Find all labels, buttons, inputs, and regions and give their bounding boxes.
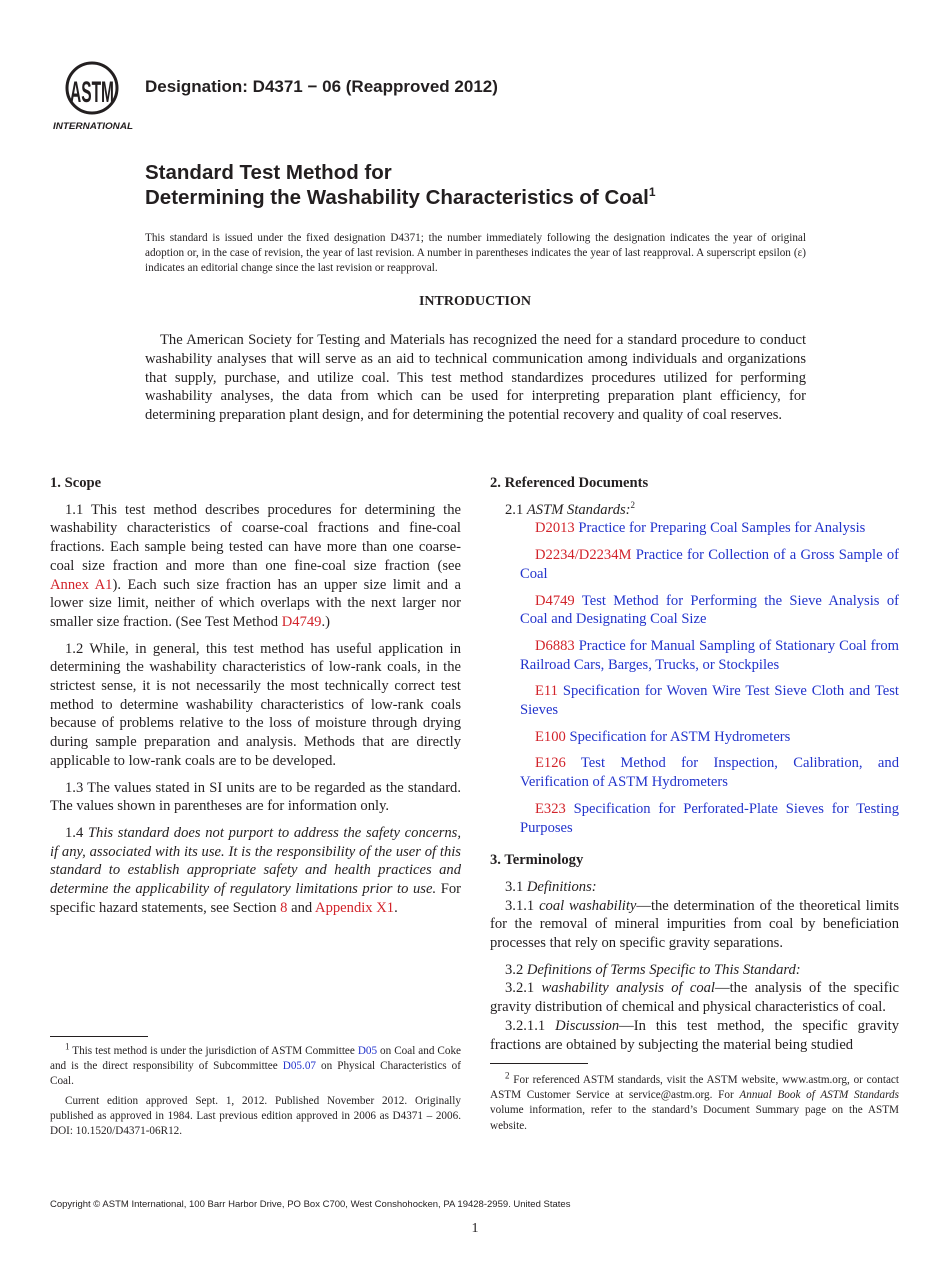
text-run: and: [287, 899, 316, 916]
text-run: coal washability: [539, 897, 637, 914]
paragraph-3-1: [490, 878, 899, 897]
document-link[interactable]: 8: [280, 899, 288, 916]
title-footnote-mark: 1: [648, 185, 656, 200]
reference-item: [490, 800, 899, 837]
document-link[interactable]: E126: [535, 755, 566, 772]
title-line-2: Determining the Washability Characteristics of Coal: [145, 186, 649, 209]
text-run: Definitions:: [526, 878, 597, 895]
text-run: This test method is under the jurisdiction of ASTM Committee: [69, 1045, 358, 1057]
text-run: 3.1.1: [505, 897, 540, 914]
page-number: 1: [471, 1221, 479, 1236]
text-run: 3.2: [505, 961, 527, 978]
document-link[interactable]: Specification for ASTM Hydrometers: [565, 728, 791, 745]
paragraph-3-2-1-1: [490, 1017, 899, 1054]
referenced-documents-heading: 2. Referenced Documents: [490, 475, 649, 491]
text-run: This standard does not purport to address the safety concerns, if any, associated with its use. It is the responsibility of the user of this standard to establish appropriate safety and health practices and determine the applicability of regulatory limitations prior to use.: [50, 824, 461, 898]
text-run: washability analysis of coal: [541, 980, 715, 997]
footnote-rule: [50, 1036, 148, 1037]
text-run: For specific hazard statements, see Section: [50, 881, 461, 916]
text-run: .: [394, 899, 398, 916]
text-run: .): [321, 613, 330, 630]
paragraph-1-4: [50, 824, 461, 918]
text-run: Annual Book of ASTM Standards: [739, 1089, 899, 1102]
text-run: ). Each such size fraction has an upper size limit and a lower size limit, neither of which overlaps with the next larger nor smaller size fraction. (See Test Method: [50, 576, 461, 630]
astm-standards-label: [490, 501, 899, 520]
text-run: Current edition approved Sept. 1, 2012. Published November 2012. Originally published as approved in 1984. Last previous edition approved in 2006 as D4371 – 2006. DOI: 10.1520/D4371-06R12.: [50, 1094, 461, 1138]
introduction-text: The American Society for Testing and Materials has recognized the need for a standard procedure to conduct washability analyses that will serve as an aid to technical communication among individuals and organizations that supply, purchase, and utilize coal. This test method standardizes procedures utilized for performing washability analyses, the data from which can be used for interpreting preparation plant efficiency, for determining preparation plant design, and for determining the potential recovery and quality of coal reserves.: [145, 332, 806, 424]
svg-text:INTERNATIONAL: INTERNATIONAL: [53, 121, 134, 132]
text-run: on Coal and Coke and is the direct responsibility of Subcommittee: [50, 1045, 462, 1073]
footnote-mark: 1: [65, 1041, 70, 1052]
document-link[interactable]: D2013: [535, 520, 575, 537]
reference-item: [490, 728, 899, 747]
document-link[interactable]: D4749: [281, 613, 322, 630]
text-run: volume information, refer to the standard’s Document Summary page on the ASTM website.: [490, 1104, 899, 1132]
right-column: [490, 474, 899, 1062]
document-link[interactable]: E11: [535, 683, 558, 700]
terminology-heading: 3. Terminology: [490, 852, 584, 869]
text-run: —the determination of the theoretical limits for the removal of mineral impurities from coal by beneficiation processes that rely on specific gravity separations.: [490, 897, 899, 952]
document-link[interactable]: Specification for Perforated-Plate Sieves for Testing Purposes: [520, 800, 899, 836]
reference-item: [490, 592, 899, 629]
paragraph-1-1: [50, 501, 461, 632]
text-run: —the analysis of the specific gravity distribution of chemical and physical characteristics of coal.: [490, 980, 899, 1016]
paragraph-1-2: [50, 640, 461, 771]
document-link[interactable]: D2234/D2234M: [535, 547, 632, 564]
reference-item: [490, 754, 899, 791]
footnote-1-edition: [50, 1094, 461, 1140]
footnote-rule: [490, 1063, 588, 1064]
text-run: 2.1: [505, 501, 527, 518]
document-link[interactable]: Annex A1: [50, 576, 113, 593]
document-link[interactable]: Practice for Collection of a Gross Sample of Coal: [520, 547, 899, 582]
document-link[interactable]: Practice for Preparing Coal Samples for Analysis: [574, 520, 866, 537]
reference-item: [490, 637, 899, 674]
copyright: Copyright © ASTM International, 100 Barr Harbor Drive, PO Box C700, West Conshohocken, PA 19428-2959. United States: [50, 1199, 571, 1210]
text-run: 1.3 The values stated in SI units are to be regarded as the standard. The values shown in parentheses are for information only.: [50, 779, 461, 815]
document-link[interactable]: E100: [535, 728, 566, 745]
designation: Designation: D4371 − 06 (Reapproved 2012): [145, 77, 498, 96]
introduction-heading: INTRODUCTION: [418, 294, 531, 309]
document-link[interactable]: E323: [535, 800, 566, 817]
reference-item: [490, 519, 899, 538]
text-run: 3.1: [505, 878, 527, 895]
left-column: [50, 474, 461, 925]
text-run: Discussion: [555, 1017, 620, 1034]
footnote-mark: 2: [630, 499, 636, 510]
boilerplate-notice: This standard is issued under the fixed designation D4371; the number immediately following the designation indicates the year of original adoption or, in the case of revision, the year of last revision. A number in parentheses indicates the year of last reapproval. A superscript epsilon (ε) indicates an editorial change since the last revision or reapproval.: [145, 232, 806, 274]
text-run: 3.2.1.1: [505, 1017, 556, 1034]
footnote-1: [50, 1041, 462, 1143]
reference-list: [490, 519, 899, 837]
document-link[interactable]: Test Method for Inspection, Calibration, and Verification of ASTM Hydrometers: [520, 755, 899, 791]
document-link[interactable]: Appendix X1: [315, 899, 395, 916]
text-run: 3.2.1: [505, 980, 542, 997]
text-run: ASTM Standards:: [526, 501, 631, 518]
svg-text:ASTM: ASTM: [70, 76, 114, 109]
footnote-2: [490, 1070, 899, 1138]
scope-heading: 1. Scope: [50, 475, 102, 491]
document-link[interactable]: D4749: [535, 592, 575, 609]
text-run: 1.1 This test method describes procedures for determining the washability characteristics of coarse-coal fractions and fine-coal fractions. Each sample being tested can have more than one coarse-coal size fraction and more than one fine-coal size fraction (see: [50, 501, 461, 574]
document-link[interactable]: Practice for Manual Sampling of Stationary Coal from Railroad Cars, Barges, Trucks, or Stockpiles: [520, 637, 899, 673]
paragraph-3-2: [490, 961, 899, 980]
paragraph-3-1-1: [490, 897, 899, 953]
document-link[interactable]: D05: [357, 1045, 378, 1057]
text-run: For referenced ASTM standards, visit the ASTM website, www.astm.org, or contact ASTM Customer Service at service@astm.org. For: [490, 1074, 899, 1102]
reference-item: [490, 682, 899, 719]
reference-item: [490, 546, 899, 583]
paragraph-3-2-1: [490, 979, 899, 1016]
paragraph-1-3: [50, 779, 461, 816]
text-run: —In this test method, the specific gravity fractions are obtained by subjecting the material being studied: [490, 1017, 899, 1053]
title-line-1: Standard Test Method for: [145, 161, 392, 184]
text-run: 1.4: [65, 824, 88, 841]
footnote-2-text: [490, 1070, 899, 1134]
footnote-1-text: [50, 1041, 462, 1090]
text-run: on Physical Characteristics of Coal.: [50, 1060, 461, 1088]
document-link[interactable]: Test Method for Performing the Sieve Analysis of Coal and Designating Coal Size: [520, 592, 899, 628]
text-run: Definitions of Terms Specific to This Standard:: [526, 961, 801, 978]
astm-logo: [52, 60, 134, 132]
document-title: [145, 160, 656, 210]
document-link[interactable]: Specification for Woven Wire Test Sieve Cloth and Test Sieves: [520, 683, 899, 719]
footnote-mark: 2: [505, 1070, 510, 1081]
document-link[interactable]: D6883: [535, 637, 575, 654]
text-run: 1.2 While, in general, this test method has useful application in determining the washability characteristics of low-rank coals, in the strictest sense, it is not necessarily the most technically correct test method to determine washability characteristics of low-rank coals because of problems relative to the loss of moisture through drying during sample preparation and analysis. Methods that are directly applicable to low-rank coals are to be developed.: [50, 640, 461, 769]
document-link[interactable]: D05.07: [282, 1060, 317, 1073]
